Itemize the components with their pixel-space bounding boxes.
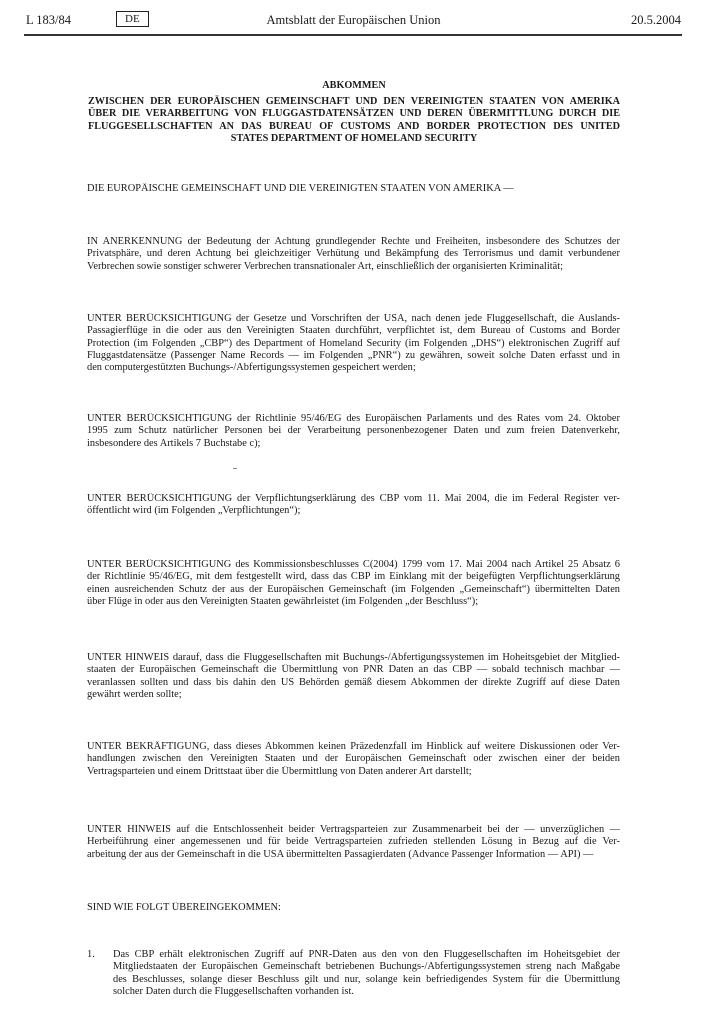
recital-line: veranlassen sollten und dass bis dahin den US Behörden gemäß diesem Abkommen der direkte Zugriff auf diese Daten xyxy=(87,676,620,688)
recital-line: handlungen zwischen den Vereinigten Staaten und der Europäischen Gemeinschaft oder zwischen einer der beiden xyxy=(87,753,620,765)
article-line: Das CBP erhält elektronischen Zugriff auf PNR-Daten aus den von den Fluggesellschaften im Hoheitsgebiet der xyxy=(113,949,620,960)
recital-line: UNTER BEKRÄFTIGUNG, dass dieses Abkommen keinen Präzedenzfall im Hinblick auf weitere Diskussionen oder Ver- xyxy=(87,741,620,752)
recital-line: einen ausreichenden Schutz der aus der Europäischen Gemeinschaft (im Folgenden „Gemeinschaft“) übermittelten Daten xyxy=(87,583,620,595)
recital-line: UNTER BERÜCKSICHTIGUNG der Richtlinie 95/46/EG des Europäischen Parlaments und des Rates vom 24. Oktober xyxy=(87,413,620,424)
recital-line: Passagierflüge in die oder aus den Vereinigten Staaten durchführt, verpflichtet ist, dem Bureau of Customs and Border xyxy=(87,325,620,337)
parties-text: DIE EUROPÄISCHE GEMEINSCHAFT UND DIE VEREINIGTEN STAATEN VON AMERIKA — xyxy=(87,183,514,194)
article-line: solcher Daten durch die Fluggesellschaften vorhanden ist. xyxy=(113,985,354,997)
scan-artifact xyxy=(233,468,237,469)
document-title: ABKOMMEN xyxy=(322,80,386,91)
article-number: 1. xyxy=(87,949,95,960)
header-divider xyxy=(24,34,682,36)
recital-line: den computergestützten Buchungs-/Abfertigungssystemen gespeichert werden; xyxy=(87,362,416,374)
subtitle-line: ÜBER DIE VERARBEITUNG VON FLUGGASTDATENSÄTZEN UND DEREN ÜBERMITTLUNG DURCH DIE xyxy=(88,108,620,120)
agreement-clause xyxy=(87,902,620,914)
publication-date: 20.5.2004 xyxy=(631,13,681,27)
recital-line: der Richtlinie 95/46/EG, mit dem festgestellt wird, dass das CBP im Einklang mit der beigefügten Verpflichtungserklärung xyxy=(87,571,620,583)
recital xyxy=(87,313,620,374)
recital-line: staaten der Europäischen Gemeinschaft die Übermittlung von PNR Daten an das CBP — sobald technisch machbar — xyxy=(87,664,620,676)
recital xyxy=(87,741,620,778)
recital-line: Protection (im Folgenden „CBP“) des Department of Homeland Security (im Folgenden „DHS“) elektronischen Zugriff auf xyxy=(87,337,620,349)
agreed-text: SIND WIE FOLGT ÜBEREINGEKOMMEN: xyxy=(87,902,281,913)
contracting-parties xyxy=(87,183,620,195)
recital-line: IN ANERKENNUNG der Bedeutung der Achtung grundlegender Rechte und Freiheiten, insbesondere des Schutzes der xyxy=(87,236,620,247)
article-item xyxy=(87,949,620,1001)
recital-line: Privatsphäre, und deren Achtung bei gleichzeitiger Verhütung und Bekämpfung des Terrorismus und damit verbundener xyxy=(87,248,620,260)
recital-line: UNTER BERÜCKSICHTIGUNG der Verpflichtungserklärung des CBP vom 11. Mai 2004, die im Federal Register ver- xyxy=(87,493,620,504)
subtitle-line: FLUGGESELLSCHAFTEN AN DAS BUREAU OF CUSTOMS AND BORDER PROTECTION DES UNITED xyxy=(88,120,620,132)
article-body xyxy=(113,949,620,998)
recital-line: über Flüge in oder aus den Vereinigten Staaten gewährleistet (im Folgenden „der Beschluss“); xyxy=(87,595,479,607)
recital-line: Vertragsparteien und einem Drittstaat über die Übermittlung von Daten anderer Art darstellt; xyxy=(87,765,472,777)
recital-line: insbesondere des Artikels 7 Buchstabe c); xyxy=(87,437,261,449)
recital-line: öffentlicht wird (im Folgenden „Verpflichtungen“); xyxy=(87,505,301,517)
recital xyxy=(87,236,620,273)
recital-line: UNTER HINWEIS darauf, dass die Fluggesellschaften mit Buchungs-/Abfertigungssystemen im Hoheitsgebiet der Mitglied- xyxy=(87,652,620,663)
article-line: Mitgliedstaaten der Europäischen Gemeinschaft betriebenen Buchungs-/Abfertigungssystemen streng nach Maßgabe xyxy=(113,961,620,973)
recital-line: arbeitung der aus der Gemeinschaft in die USA übermittelten Passagierdaten (Advance Passenger Information — API) — xyxy=(87,848,594,860)
subtitle-line: ZWISCHEN DER EUROPÄISCHEN GEMEINSCHAFT UND DEN VEREINIGTEN STAATEN VON AMERIKA xyxy=(88,96,620,107)
recital xyxy=(87,493,620,518)
recital-line: gewährt werden sollte; xyxy=(87,688,182,700)
recital-line: 1995 zum Schutz natürlicher Personen bei der Verarbeitung personenbezogener Daten und zum freien Datenverkehr, xyxy=(87,425,620,437)
recital-line: UNTER BERÜCKSICHTIGUNG des Kommissionsbeschlusses C(2004) 1799 vom 17. Mai 2004 nach Artikel 25 Absatz 6 xyxy=(87,559,620,570)
recital xyxy=(87,824,620,861)
recital xyxy=(87,559,620,608)
document-subtitle xyxy=(88,96,620,146)
recital-line: UNTER BERÜCKSICHTIGUNG der Gesetze und Vorschriften der USA, nach denen jede Fluggesellschaft, die Auslands- xyxy=(87,313,620,324)
recital-line: Fluggastdatensätze (Passenger Name Records — im Folgenden „PNR“) zu gewähren, soweit solche Daten erfasst und in xyxy=(87,349,620,361)
recital-line: Verbrechen sowie sonstiger schwerer Verbrechen transnationaler Art, einschließlich der organisierten Kriminalität; xyxy=(87,260,563,272)
recital xyxy=(87,652,620,701)
recital-line: Herbeiführung einer angemessenen und für beide Vertragsparteien zufrieden stellenden Lösung in Bezug auf die Ver- xyxy=(87,836,620,848)
recital xyxy=(87,413,620,450)
language-badge: DE xyxy=(116,11,149,27)
page-number: L 183/84 xyxy=(26,13,72,27)
article-line: des Beschlusses, solange dieser Beschluss gilt und nur, solange kein befriedigendes System für die Übermittlung xyxy=(113,973,620,985)
subtitle-line: STATES DEPARTMENT OF HOMELAND SECURITY xyxy=(230,133,478,145)
journal-title: Amtsblatt der Europäischen Union xyxy=(266,13,441,27)
recital-line: UNTER HINWEIS auf die Entschlossenheit beider Vertragsparteien zur Zusammenarbeit bei der — unverzüglichen — xyxy=(87,824,620,835)
page-header xyxy=(26,11,681,31)
